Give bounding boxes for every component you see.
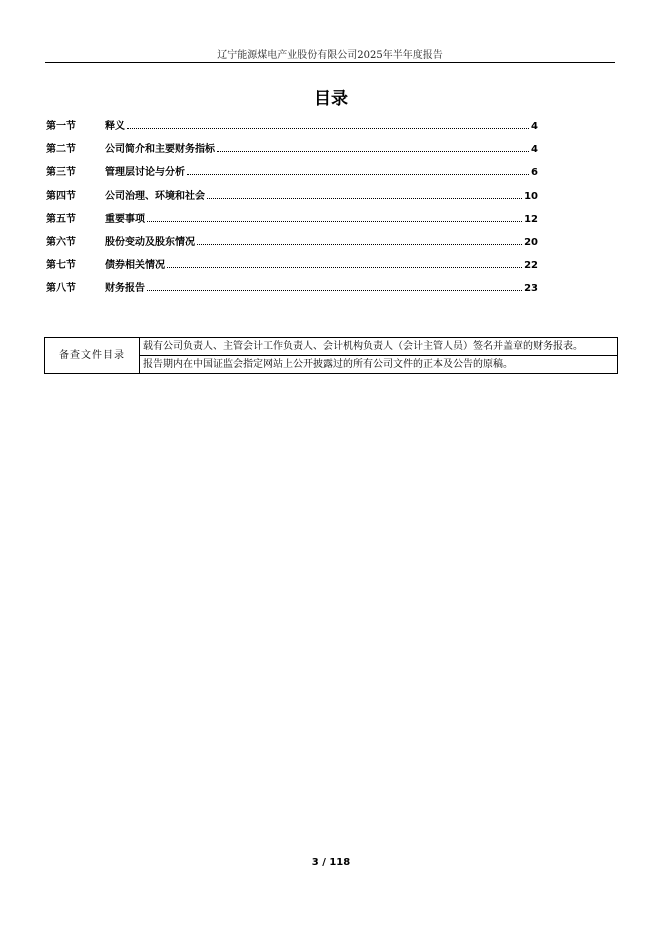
header-divider	[45, 62, 615, 63]
reference-documents-heading: 备查文件目录	[45, 338, 140, 374]
reference-documents-table	[44, 337, 618, 374]
toc-page-number: 4	[531, 121, 538, 132]
toc-section-number: 第一节	[46, 121, 76, 132]
toc-page-number: 12	[524, 213, 538, 225]
toc-section-title: 重要事项	[105, 213, 145, 225]
toc-section-title: 管理层讨论与分析	[105, 167, 185, 179]
table-of-contents	[46, 117, 538, 303]
page-header: 辽宁能源煤电产业股份有限公司2025年半年度报告	[217, 50, 443, 61]
page-title: 目录	[314, 89, 348, 109]
toc-entry-6[interactable]	[46, 233, 538, 256]
toc-entry-2[interactable]	[46, 140, 538, 163]
toc-leader-dots	[217, 151, 529, 152]
toc-page-number: 6	[531, 167, 538, 179]
toc-section-title: 公司治理、环境和社会	[105, 190, 205, 202]
toc-leader-dots	[147, 221, 522, 222]
toc-section-number: 第四节	[46, 190, 76, 202]
toc-leader-dots	[197, 244, 522, 245]
toc-leader-dots	[167, 267, 522, 268]
reference-document-item: 载有公司负责人、主管会计工作负责人、会计机构负责人（会计主管人员）签名并盖章的财务报表。	[140, 338, 618, 356]
toc-page-number: 22	[524, 260, 538, 272]
toc-entry-7[interactable]	[46, 256, 538, 279]
toc-entry-8[interactable]	[46, 279, 538, 302]
toc-section-number: 第二节	[46, 144, 76, 156]
toc-section-number: 第七节	[46, 260, 76, 272]
toc-page-number: 20	[524, 236, 538, 248]
toc-section-title: 释义	[105, 121, 125, 132]
toc-section-number: 第八节	[46, 283, 76, 295]
toc-page-number: 10	[524, 190, 538, 202]
toc-section-title: 财务报告	[105, 283, 145, 295]
toc-entry-4[interactable]	[46, 187, 538, 210]
toc-section-title: 股份变动及股东情况	[105, 236, 195, 248]
toc-section-number: 第三节	[46, 167, 76, 179]
toc-leader-dots	[207, 198, 522, 199]
toc-leader-dots	[147, 290, 522, 291]
toc-entry-3[interactable]	[46, 163, 538, 186]
toc-section-number: 第五节	[46, 213, 76, 225]
toc-entry-1[interactable]	[46, 117, 538, 140]
toc-page-number: 4	[531, 144, 538, 156]
toc-entry-5[interactable]	[46, 210, 538, 233]
reference-document-item: 报告期内在中国证监会指定网站上公开披露过的所有公司文件的正本及公告的原稿。	[140, 356, 618, 374]
toc-section-title: 债券相关情况	[105, 260, 165, 272]
toc-section-title: 公司简介和主要财务指标	[105, 144, 215, 156]
toc-section-number: 第六节	[46, 236, 76, 248]
table-row	[45, 338, 618, 356]
toc-leader-dots	[127, 128, 529, 129]
toc-leader-dots	[187, 174, 529, 175]
toc-page-number: 23	[524, 283, 538, 295]
page-number: 3 / 118	[311, 857, 351, 868]
